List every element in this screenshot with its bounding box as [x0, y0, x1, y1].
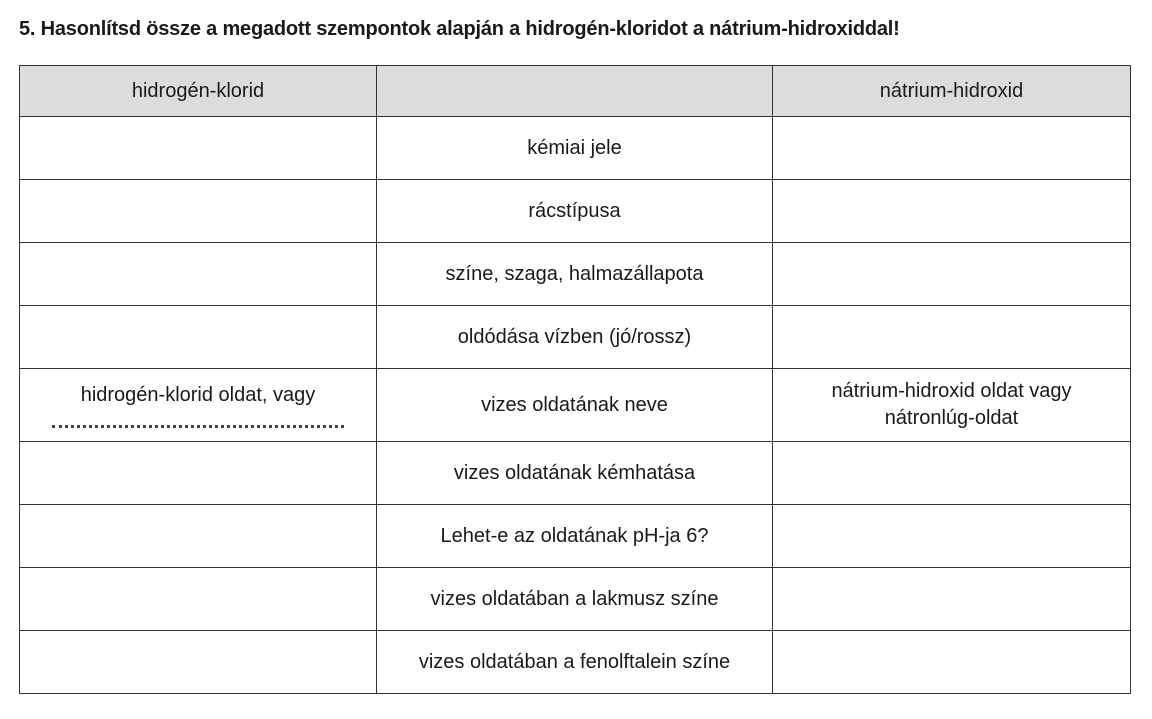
- header-hydrogen-chloride: hidrogén-klorid: [20, 66, 377, 117]
- answer-cell-naoh[interactable]: [773, 505, 1131, 568]
- criterion-cell: vizes oldatában a fenolftalein színe: [377, 631, 773, 694]
- answer-cell-naoh[interactable]: [773, 180, 1131, 243]
- table-row: [20, 442, 1131, 505]
- answer-cell-hcl[interactable]: [20, 631, 377, 694]
- table-row: [20, 505, 1131, 568]
- answer-cell-hcl[interactable]: [20, 243, 377, 306]
- answer-cell-naoh-prefilled: [773, 369, 1131, 442]
- task-title: 5. Hasonlítsd össze a megadott szempontok alapján a hidrogén-kloridot a nátrium-hidroxiddal!: [19, 18, 900, 40]
- table-row: [20, 631, 1131, 694]
- comparison-table: [19, 65, 1131, 694]
- table-row: [20, 117, 1131, 180]
- answer-cell-naoh[interactable]: [773, 243, 1131, 306]
- prefilled-answer-line-1: nátrium-hidroxid oldat vagy: [831, 380, 1072, 402]
- dotted-answer-line[interactable]: [52, 411, 344, 428]
- header-row: [20, 66, 1131, 117]
- answer-cell-hcl[interactable]: [20, 568, 377, 631]
- table-row: [20, 568, 1131, 631]
- criterion-cell: Lehet-e az oldatának pH-ja 6?: [377, 505, 773, 568]
- answer-cell-hcl[interactable]: [20, 306, 377, 369]
- criterion-cell: oldódása vízben (jó/rossz): [377, 306, 773, 369]
- answer-cell-hcl-prefilled[interactable]: [20, 369, 377, 442]
- answer-cell-naoh[interactable]: [773, 568, 1131, 631]
- header-sodium-hydroxide: nátrium-hidroxid: [773, 66, 1131, 117]
- answer-cell-naoh[interactable]: [773, 306, 1131, 369]
- answer-cell-hcl[interactable]: [20, 180, 377, 243]
- table-row: [20, 180, 1131, 243]
- criterion-cell: színe, szaga, halmazállapota: [377, 243, 773, 306]
- criterion-cell: vizes oldatában a lakmusz színe: [377, 568, 773, 631]
- answer-cell-hcl[interactable]: [20, 442, 377, 505]
- criterion-cell: vizes oldatának neve: [377, 369, 773, 442]
- criterion-cell: vizes oldatának kémhatása: [377, 442, 773, 505]
- answer-cell-hcl[interactable]: [20, 505, 377, 568]
- prefilled-answer-text: hidrogén-klorid oldat, vagy: [80, 384, 316, 406]
- criterion-cell: kémiai jele: [377, 117, 773, 180]
- answer-cell-naoh[interactable]: [773, 631, 1131, 694]
- prefilled-answer-line-2: nátronlúg-oldat: [884, 407, 1019, 429]
- header-criteria: [377, 66, 773, 117]
- answer-cell-hcl[interactable]: [20, 117, 377, 180]
- table-row: [20, 369, 1131, 442]
- criterion-cell: rácstípusa: [377, 180, 773, 243]
- table-row: [20, 243, 1131, 306]
- answer-cell-naoh[interactable]: [773, 117, 1131, 180]
- table-row: [20, 306, 1131, 369]
- answer-cell-naoh[interactable]: [773, 442, 1131, 505]
